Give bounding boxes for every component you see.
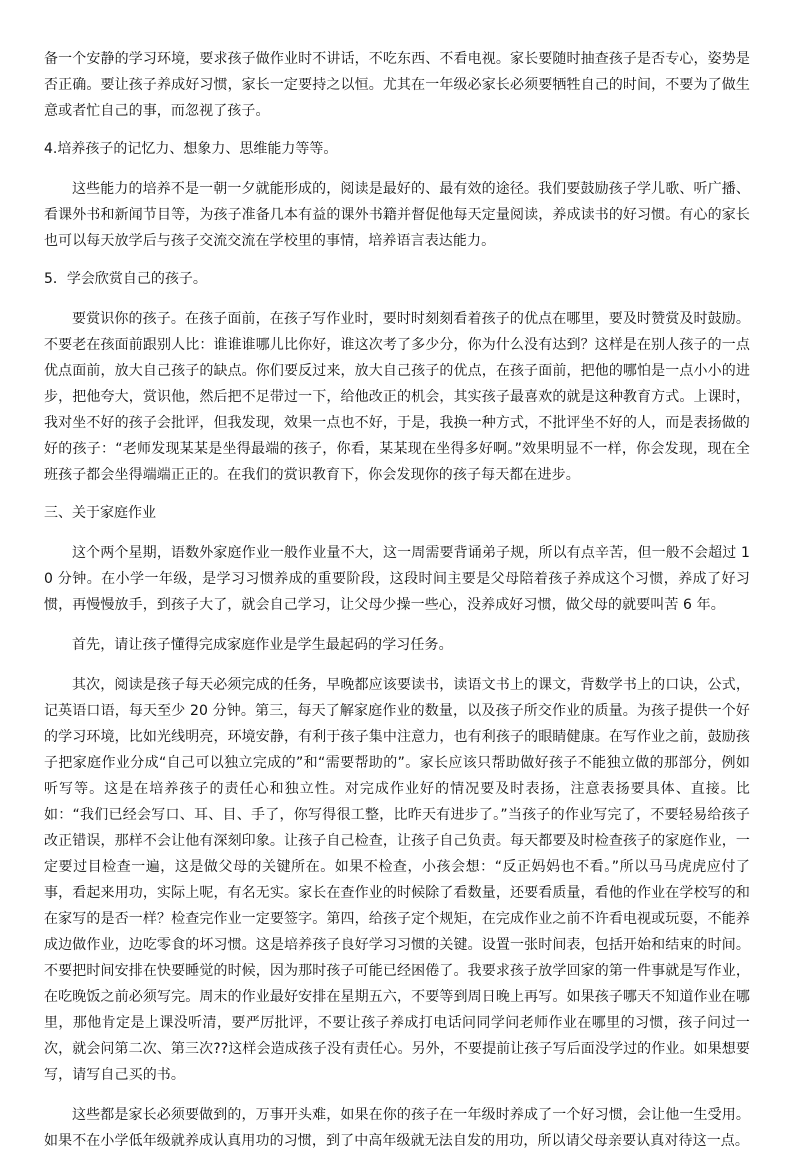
section-heading-homework: 三、关于家庭作业 [44,505,156,521]
section-heading-4: 4.培养孩子的记忆力、想象力、思维能力等等。 [44,141,338,157]
section-heading-5: 5．学会欣赏自己的孩子。 [44,271,207,287]
paragraph-first: 首先，请让孩子懂得完成家庭作业是学生最起码的学习任务。 [72,637,453,653]
paragraph-conclusion: 这些都是家长必须要做到的，万事开头难，如果在你的孩子在一年级时养成了一个好习惯，会让他一生受用。如果不在小学低年级就养成认真用功的习惯，到了中高年级就无法自发的用功，所以请父母亲要认真对待这一点。 [44,1107,750,1149]
paragraph-second: 其次，阅读是孩子每天必须完成的任务，早晚都应该要读书，读语文书上的课文，背数学书上的口诀，公式，记英语口语，每天至少 20 分钟。第三，每天了解家庭作业的数量，以及孩子所交作业的质量。为孩子提供一个好的学习环境，比如光线明亮，环境安静，有利于孩子集中注意力，也有利孩子的眼睛健康。在写作业之前，鼓励孩子把家庭作业分成“自己可以独立完成的”和“需要帮助的”。家长应该只帮助做好孩子不能独立做的那部分，例如听写等。这是在培养孩子的责任心和独立性。对完成作业好的情况要及时表扬，注意表扬要具体、直接。比如：“我们已经会写口、耳、目、手了，你写得很工整，比昨天有进步了。”当孩子的作业写完了，不要轻易给孩子改正错误，那样不会让他有深刻印象。让孩子自己检查，让孩子自己负责。每天都要及时检查孩子的家庭作业，一定要过目检查一遍，这是做父母的关键所在。如果不检查，小孩会想：“反正妈妈也不看。”所以马马虎虎应付了事，看起来用功，实际上呢，有名无实。家长在查作业的时候除了看数量，还要看质量，看他的作业在学校写的和在家写的是否一样？检查完作业一定要签字。第四，给孩子定个规矩，在完成作业之前不许看电视或玩耍，不能养成边做作业，边吃零食的坏习惯。这是培养孩子良好学习习惯的关键。设置一张时间表，包括开始和结束的时间。不要把时间安排在快要睡觉的时候，因为那时孩子可能已经困倦了。我要求孩子放学回家的第一件事就是写作业，在吃晚饭之前必须写完。周末的作业最好安排在星期五六，不要等到周日晚上再写。如果孩子哪天不知道作业在哪里，那他肯定是上课没听清，要严厉批评，不要让孩子养成打电话问同学问老师作业在哪里的习惯，孩子问过一次，就会问第二次、第三次??这样会造成孩子没有责任心。另外，不要提前让孩子写后面没学过的作业。如果想要写，请写自己买的书。 [44,677,750,1083]
paragraph-reading: 这些能力的培养不是一朝一夕就能形成的，阅读是最好的、最有效的途径。我们要鼓励孩子学儿歌、听广播、看课外书和新闻节目等，为孩子准备几本有益的课外书籍并督促他每天定量阅读，养成读书的好习惯。有心的家长也可以每天放学后与孩子交流交流在学校里的事情，培养语言表达能力。 [44,181,750,249]
paragraph-environment: 备一个安静的学习环境，要求孩子做作业时不讲话，不吃东西、不看电视。家长要随时抽查孩子是否专心，姿势是否正确。要让孩子养成好习惯，家长一定要持之以恒。尤其在一年级必家长必须要牺牲自己的时间，不要为了做生意或者忙自己的事，而忽视了孩子。 [44,51,750,119]
paragraph-appreciation: 要赏识你的孩子。在孩子面前，在孩子写作业时，要时时刻刻看着孩子的优点在哪里，要及时赞赏及时鼓励。不要老在孩面前跟别人比：谁谁谁哪儿比你好，谁这次考了多少分，你为什么没有达到？这样是在别人孩子的一点优点面前，放大自己孩子的缺点。你们要反过来，放大自己孩子的优点，在孩子面前，把他的哪怕是一点小小的进步，把他夸大，赏识他，然后把不足带过一下，给他改正的机会，其实孩子最喜欢的就是这种教育方式。上课时，我对坐不好的孩子会批评，但我发现，效果一点也不好，于是，我换一种方式，不批评坐不好的人，而是表扬做的好的孩子：“老师发现某某是坐得最端的孩子，你看，某某现在坐得多好啊。”效果明显不一样，你会发现，现在全班孩子都会坐得端端正正的。在我们的赏识教育下，你会发现你的孩子每天都在进步。 [44,311,750,483]
paragraph-homework-intro: 这个两个星期，语数外家庭作业一般作业量不大，这一周需要背诵弟子规，所以有点辛苦，但一般不会超过 10 分钟。在小学一年级，是学习习惯养成的重要阶段，这段时间主要是父母陪着孩子养成这个习惯，养成了好习惯，再慢慢放手，到孩子大了，就会自己学习，让父母少操一些心，没养成好习惯，做父母的就要叫苦 6 年。 [44,545,750,613]
